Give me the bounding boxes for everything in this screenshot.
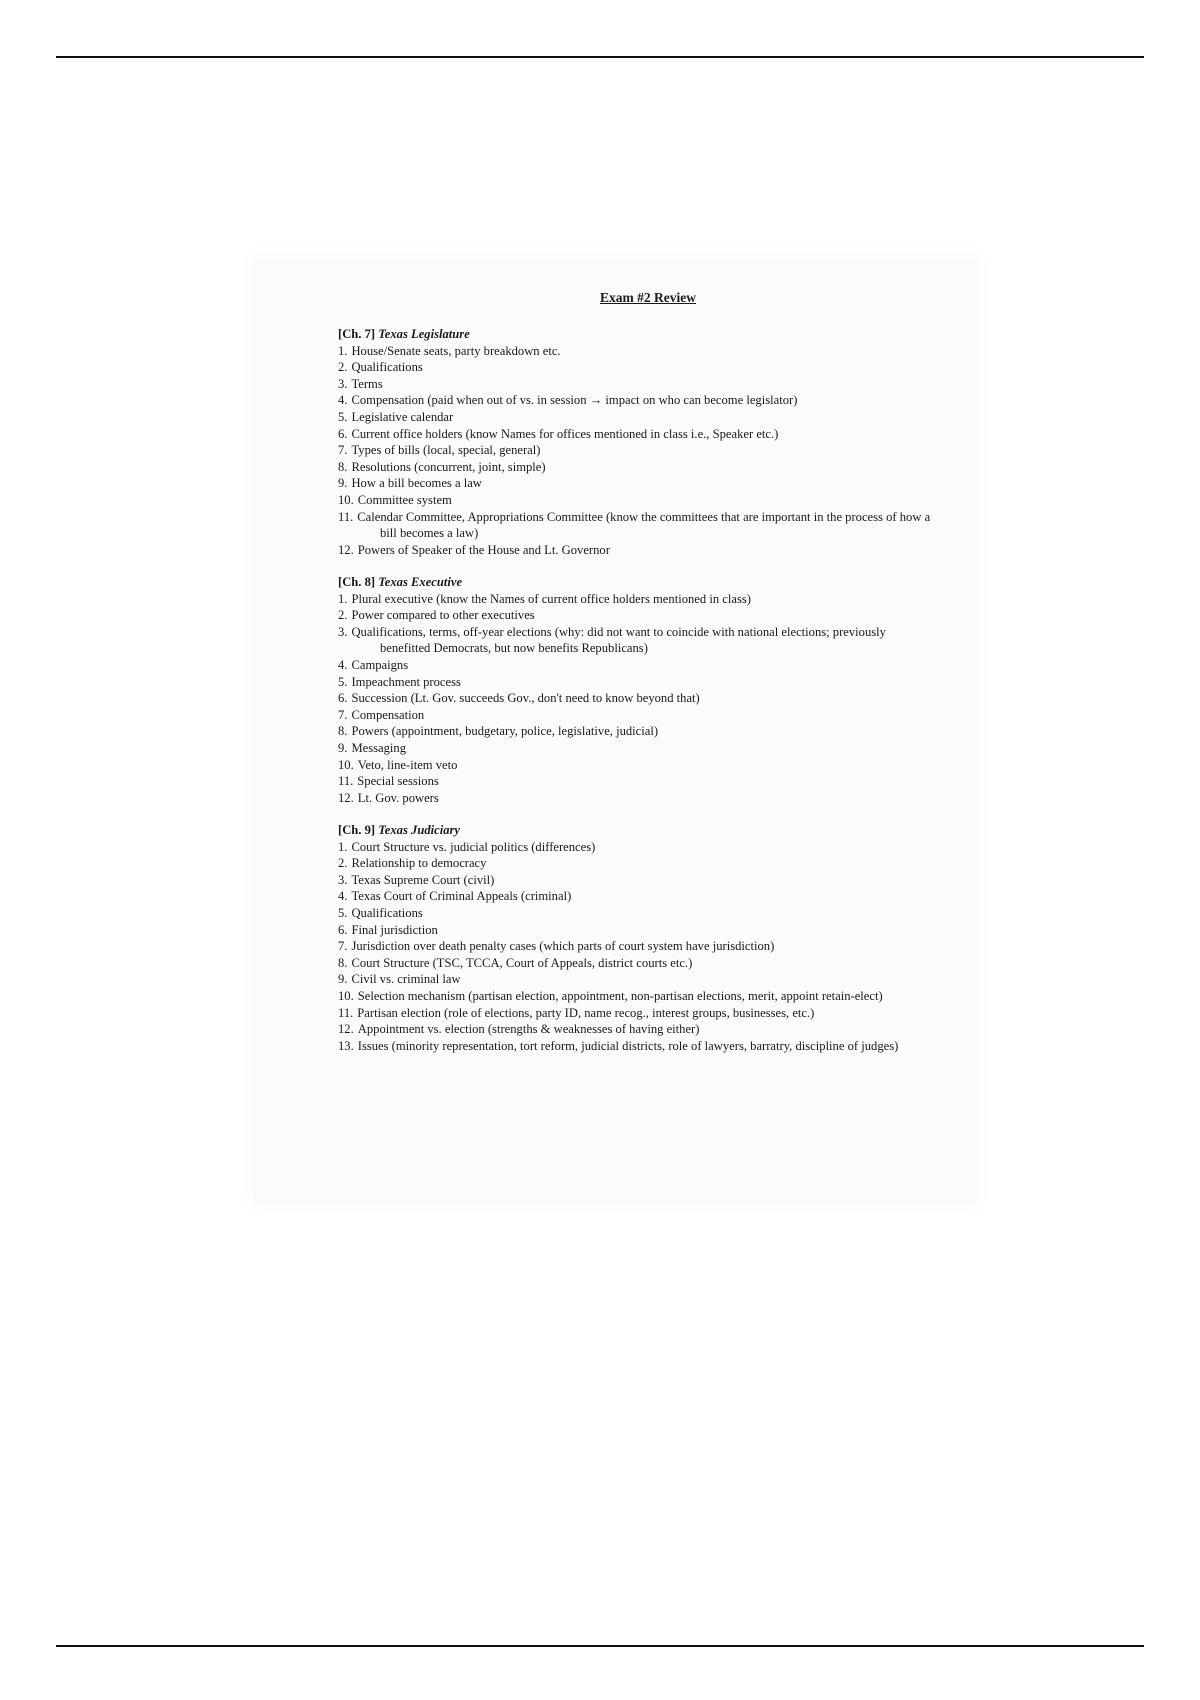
item-text: Terms (351, 376, 383, 391)
list-item (338, 690, 938, 707)
item-text: House/Senate seats, party breakdown etc. (351, 343, 561, 358)
item-text: Power compared to other executives (351, 608, 535, 623)
item-text: Court Structure vs. judicial politics (differences) (351, 839, 596, 854)
item-number: 9. (338, 476, 348, 491)
item-number: 8. (338, 459, 348, 474)
list-item (338, 459, 938, 476)
list-item (338, 343, 938, 360)
item-number: 12. (338, 790, 354, 805)
list-item (338, 922, 938, 939)
list-item (338, 426, 938, 443)
item-number: 2. (338, 856, 348, 871)
item-text: Veto, line-item veto (357, 757, 458, 772)
list-item (338, 657, 938, 674)
item-text: Legislative calendar (351, 409, 454, 424)
item-number: 1. (338, 591, 348, 606)
list-item (338, 888, 938, 905)
list-item (338, 1038, 938, 1055)
item-number: 12. (338, 1022, 354, 1037)
section-subject: Texas Executive (378, 575, 463, 589)
item-text: Partisan election (role of elections, party ID, name recog., interest groups, businesses, etc.) (357, 1005, 815, 1020)
chapter-label: [Ch. 8] (338, 575, 376, 589)
list-item (338, 938, 938, 955)
list-item (338, 442, 938, 459)
item-number: 5. (338, 409, 348, 424)
item-number: 1. (338, 343, 348, 358)
item-text: Plural executive (know the Names of current office holders mentioned in class) (351, 591, 751, 606)
list-item (338, 1021, 938, 1038)
list-item (338, 790, 938, 807)
item-text: Current office holders (know Names for offices mentioned in class i.e., Speaker etc.) (351, 426, 779, 441)
list-item (338, 509, 938, 542)
item-list (338, 839, 938, 1055)
item-number: 6. (338, 922, 348, 937)
list-item (338, 376, 938, 393)
section-heading (338, 822, 938, 839)
item-text: Final jurisdiction (351, 922, 438, 937)
chapter-label: [Ch. 7] (338, 327, 376, 341)
item-number: 9. (338, 972, 348, 987)
item-number: 6. (338, 426, 348, 441)
list-item (338, 988, 938, 1005)
item-text: Qualifications, terms, off-year elections (why: did not want to coincide with national elections; previously benefitted Democrats, but now benefits Republicans) (351, 624, 886, 656)
item-text: Lt. Gov. powers (357, 790, 439, 805)
list-item (338, 971, 938, 988)
list-item (338, 1005, 938, 1022)
item-number: 6. (338, 691, 348, 706)
list-item (338, 392, 938, 409)
item-number: 10. (338, 492, 354, 507)
list-item (338, 905, 938, 922)
item-text: Relationship to democracy (351, 856, 487, 871)
item-text: Special sessions (357, 774, 439, 789)
item-number: 4. (338, 657, 348, 672)
document-title: Exam #2 Review (600, 290, 696, 305)
section-executive (338, 574, 938, 806)
list-item (338, 674, 938, 691)
list-item (338, 855, 938, 872)
list-item (338, 409, 938, 426)
item-number: 9. (338, 740, 348, 755)
item-number: 11. (338, 1005, 354, 1020)
list-item (338, 757, 938, 774)
item-text: Calendar Committee, Appropriations Committee (know the committees that are important in the process of how a bill becomes a law) (357, 509, 931, 541)
item-text: Compensation (paid when out of vs. in session → impact on who can become legislator) (351, 393, 798, 408)
item-text: Types of bills (local, special, general) (351, 443, 541, 458)
item-list (338, 343, 938, 559)
item-number: 10. (338, 757, 354, 772)
item-number: 11. (338, 509, 354, 524)
item-number: 13. (338, 1038, 354, 1053)
section-subject: Texas Legislature (378, 327, 470, 341)
item-text: Messaging (351, 740, 407, 755)
section-subject: Texas Judiciary (378, 823, 460, 837)
list-item (338, 839, 938, 856)
scanned-page (255, 258, 975, 1202)
list-item (338, 607, 938, 624)
item-number: 3. (338, 872, 348, 887)
item-text: How a bill becomes a law (351, 476, 482, 491)
list-item (338, 707, 938, 724)
section-heading (338, 326, 938, 343)
item-text: Qualifications (351, 905, 423, 920)
section-judiciary (338, 822, 938, 1054)
item-number: 7. (338, 707, 348, 722)
item-text: Court Structure (TSC, TCCA, Court of Appeals, district courts etc.) (351, 955, 693, 970)
item-number: 2. (338, 608, 348, 623)
item-text: Civil vs. criminal law (351, 972, 461, 987)
item-number: 12. (338, 542, 354, 557)
list-item (338, 492, 938, 509)
item-text: Succession (Lt. Gov. succeeds Gov., don't need to know beyond that) (351, 691, 700, 706)
item-number: 5. (338, 674, 348, 689)
list-item (338, 591, 938, 608)
item-text: Powers (appointment, budgetary, police, legislative, judicial) (351, 724, 659, 739)
item-number: 5. (338, 905, 348, 920)
chapter-label: [Ch. 9] (338, 823, 376, 837)
item-text: Issues (minority representation, tort reform, judicial districts, role of lawyers, barratry, discipline of judges) (357, 1038, 899, 1053)
item-number: 8. (338, 955, 348, 970)
item-list (338, 591, 938, 807)
item-text: Qualifications (351, 360, 423, 375)
list-item (338, 359, 938, 376)
item-number: 7. (338, 939, 348, 954)
item-number: 10. (338, 988, 354, 1003)
list-item (338, 723, 938, 740)
list-item (338, 955, 938, 972)
item-text: Committee system (357, 492, 452, 507)
item-number: 3. (338, 376, 348, 391)
list-item (338, 542, 938, 559)
item-text: Selection mechanism (partisan election, appointment, non-partisan elections, merit, appoint retain-elect) (357, 988, 883, 1003)
item-number: 4. (338, 393, 348, 408)
item-number: 1. (338, 839, 348, 854)
item-number: 7. (338, 443, 348, 458)
item-text: Compensation (351, 707, 425, 722)
item-text: Appointment vs. election (strengths & weaknesses of having either) (357, 1022, 700, 1037)
item-number: 11. (338, 774, 354, 789)
list-item (338, 624, 938, 657)
list-item (338, 740, 938, 757)
item-number: 4. (338, 889, 348, 904)
section-heading (338, 574, 938, 591)
list-item (338, 872, 938, 889)
item-text: Powers of Speaker of the House and Lt. Governor (357, 542, 610, 557)
item-text: Texas Court of Criminal Appeals (criminal) (351, 889, 572, 904)
item-number: 8. (338, 724, 348, 739)
item-text: Impeachment process (351, 674, 461, 689)
item-text: Campaigns (351, 657, 409, 672)
top-rule (56, 56, 1144, 58)
section-legislature (338, 326, 938, 558)
item-text: Resolutions (concurrent, joint, simple) (351, 459, 546, 474)
list-item (338, 475, 938, 492)
item-number: 3. (338, 624, 348, 639)
item-text: Jurisdiction over death penalty cases (which parts of court system have jurisdiction) (351, 939, 775, 954)
bottom-rule (56, 1645, 1144, 1647)
item-number: 2. (338, 360, 348, 375)
item-text: Texas Supreme Court (civil) (351, 872, 495, 887)
list-item (338, 773, 938, 790)
